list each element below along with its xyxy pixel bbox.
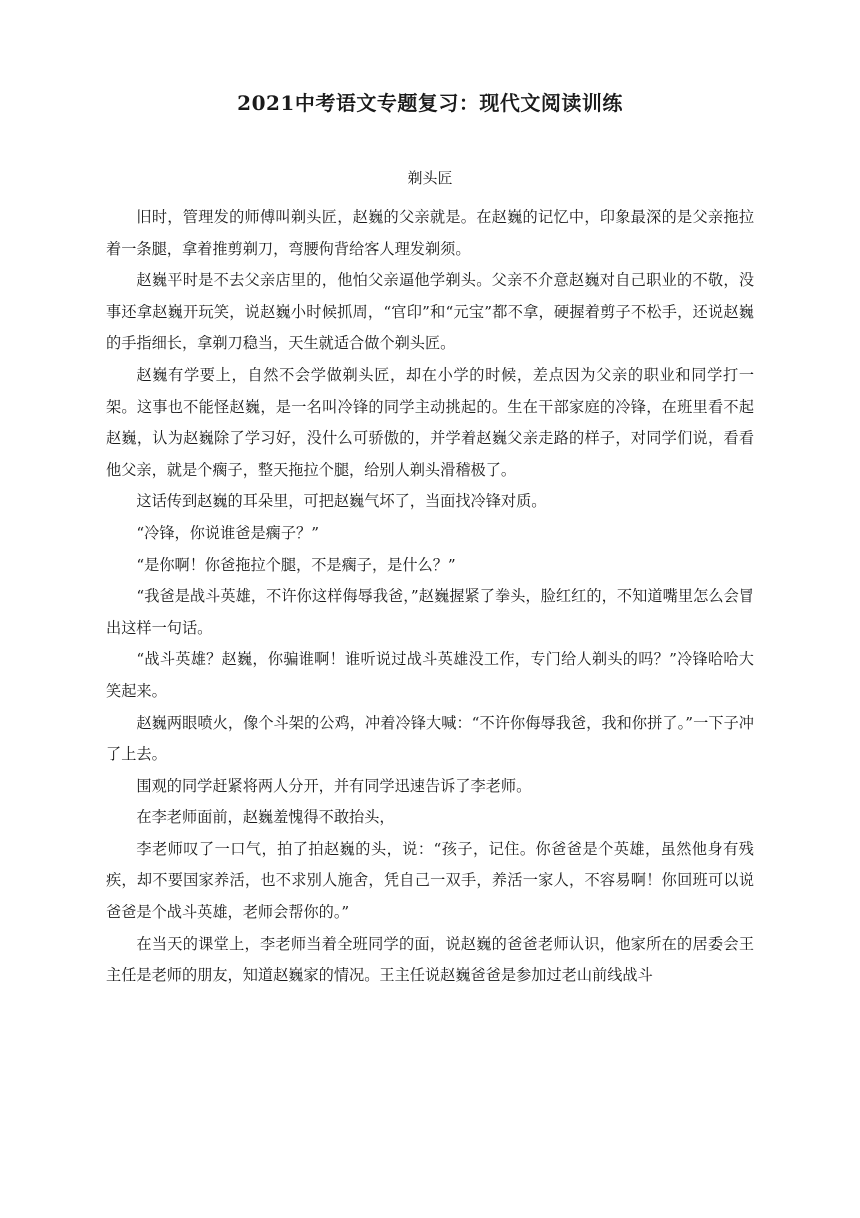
paragraph: 围观的同学赶紧将两人分开，并有同学迅速告诉了李老师。 (136, 776, 532, 795)
article-title: 剃头匠 (407, 169, 453, 187)
paragraph: 在当天的课堂上，李老师当着全班同学的面，说赵巍的爸爸老师认识，他家所在的居委会王主任是老师的朋友，知道赵巍家的情况。王主任说赵巍爸爸是参加过老山前线战斗 (106, 934, 754, 985)
paragraph: “我爸是战斗英雄，不许你这样侮辱我爸，”赵巍握紧了拳头，脸红红的，不知道嘴里怎么会冒出这样一句话。 (106, 587, 754, 637)
paragraph: 旧时，管理发的师傅叫剃头匠，赵巍的父亲就是。在赵巍的记忆中，印象最深的是父亲拖拉着一条腿，拿着推剪剃刀，弯腰佝背给客人理发剃须。 (106, 208, 754, 258)
paragraph: “冷锋，你说谁爸是瘸子？” (136, 523, 319, 542)
paragraph: “战斗英雄？赵巍，你骗谁啊！谁听说过战斗英雄没工作，专门给人剃头的吗？”冷锋哈哈大笑起来。 (106, 650, 754, 700)
paragraph: 赵巍平时是不去父亲店里的，他怕父亲逼他学剃头。父亲不介意赵巍对自己职业的不敬，没事还拿赵巍开玩笑，说赵巍小时候抓周，“官印”和“元宝”都不拿，硬握着剪子不松手，还说赵巍的手指细长，拿剃刀稳当，天生就适合做个剃头匠。 (106, 271, 754, 353)
paragraph: “是你啊！你爸拖拉个腿，不是瘸子，是什么？” (136, 555, 456, 574)
paragraph: 赵巍有学要上，自然不会学做剃头匠，却在小学的时候，差点因为父亲的职业和同学打一架。这事也不能怪赵巍，是一名叫冷锋的同学主动挑起的。生在干部家庭的冷锋，在班里看不起赵巍，认为赵巍除了学习好，没什么可骄傲的，并学着赵巍父亲走路的样子，对同学们说，看看他父亲，就是个瘸子，整天拖拉个腿，给别人剃头滑稽极了。 (106, 365, 754, 479)
paragraph: 在李老师面前，赵巍羞愧得不敢抬头， (136, 808, 395, 827)
paragraph: 李老师叹了一口气，拍了拍赵巍的头，说：“孩子，记住。你爸爸是个英雄，虽然他身有残疾，却不要国家养活，也不求别人施舍，凭自己一双手，养活一家人，不容易啊！你回班可以说爸爸是个战斗英雄，老师会帮你的。” (106, 839, 754, 922)
paragraph: 这话传到赵巍的耳朵里，可把赵巍气坏了，当面找冷锋对质。 (136, 492, 547, 511)
paragraph: 赵巍两眼喷火，像个斗架的公鸡，冲着冷锋大喊：“不许你侮辱我爸，我和你拼了。”一下子冲了上去。 (106, 713, 754, 764)
document-title: 2021中考语文专题复习：现代文阅读训练 (237, 91, 623, 115)
article-body (106, 202, 754, 992)
